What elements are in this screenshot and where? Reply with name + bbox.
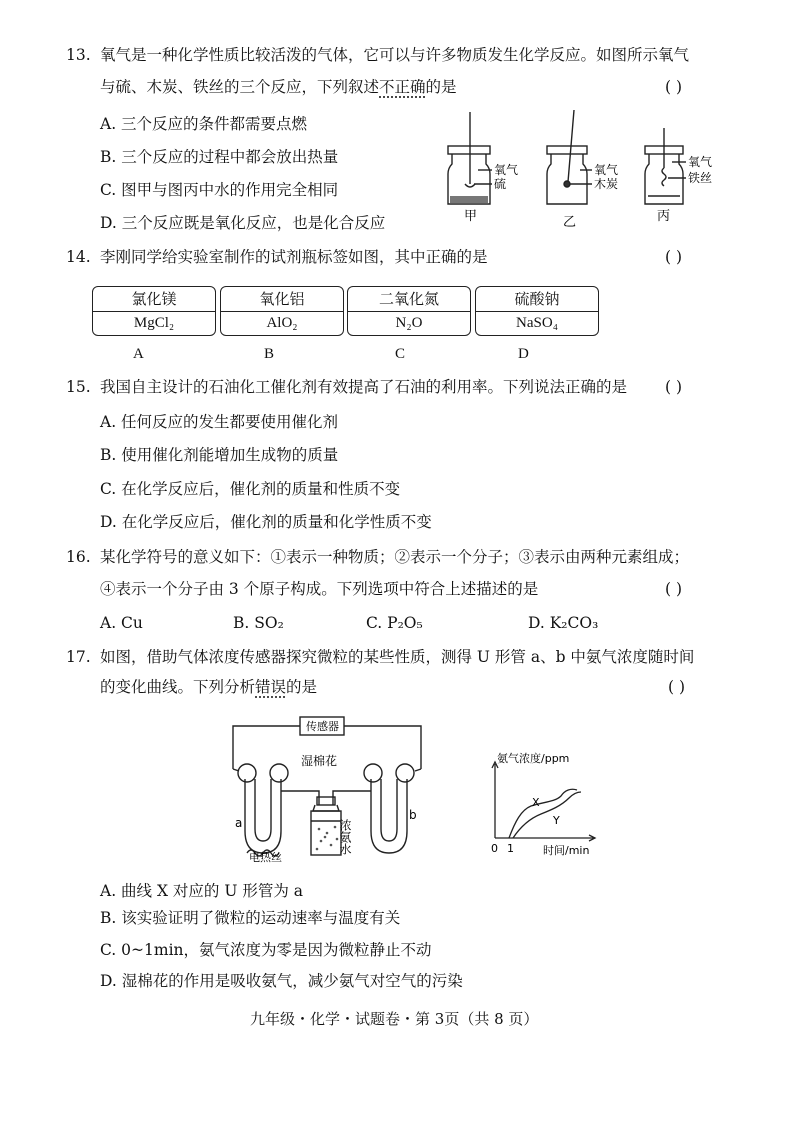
q17-heater-label: 电热丝 [249,851,282,864]
q13-fig-o2-label-3: 氧气 [688,155,713,169]
q17-option-b: B. 该实验证明了微粒的运动速率与温度有关 [100,909,401,927]
q13-fig-o2-label-1: 氧气 [494,163,519,177]
q13-fig-jia: 甲 [464,209,478,224]
q17-tube-b-label: b [409,808,417,822]
q16-option-a: A. Cu [100,614,143,632]
q17-cotton-label: 湿棉花 [301,754,338,768]
q13-fig-yi: 乙 [563,215,577,230]
q17-graph-x1: 1 [507,842,514,855]
q13-option-a: A. 三个反应的条件都需要点燃 [100,115,308,133]
q17-option-a: A. 曲线 X 对应的 U 形管为 a [100,882,304,900]
q13-stem-line1: 13. 氧气是一种化学性质比较活泼的气体，它可以与许多物质发生化学反应。如图所示氧气 [66,46,690,64]
q14-label-c: 二氧化氮 N₂O [347,286,471,336]
q13-fig-charcoal-label: 木炭 [594,177,619,191]
q14-label-d: 硫酸钠 NaSO₄ [475,286,599,336]
q14-answer-paren: ( ) [665,248,683,266]
q13-option-d: D. 三个反应既是氧化反应，也是化合反应 [100,214,386,232]
q13-option-c: C. 图甲与图丙中水的作用完全相同 [100,181,339,199]
q14-letter-b: B [264,346,275,362]
q13-fig-o2-label-2: 氧气 [594,163,619,177]
q13-fig-sulfur-label: 硫 [494,177,507,191]
q13-fig-bing: 丙 [657,209,671,224]
q17-answer-paren: ( ) [668,678,686,696]
page-footer: 九年级・化学・试题卷・第 3页（共 8 页） [250,1010,539,1028]
q17-sensor-label: 传感器 [306,720,339,733]
q15-option-b: B. 使用催化剂能增加生成物的质量 [100,446,339,464]
q16-option-d: D. K₂CO₃ [528,614,599,632]
q13-combustion-figure [440,108,740,230]
q17-stem-line1: 17. 如图，借助气体浓度传感器探究微粒的某些性质，测得 U 形管 a、b 中氨气浓度随时间 [66,648,695,666]
q17-graph-curve-y: Y [553,814,560,827]
q15-option-a: A. 任何反应的发生都要使用催化剂 [100,413,339,431]
q13-answer-paren: ( ) [665,78,683,96]
q16-stem-line1: 16. 某化学符号的意义如下：①表示一种物质；②表示一个分子；③表示由两种元素组成； [66,548,690,566]
q16-stem-line2: ④表示一个分子由 3 个原子构成。下列选项中符合上述描述的是 [100,580,539,598]
q17-graph-xlabel: 时间/min [543,844,590,857]
q16-option-c: C. P₂O₅ [366,614,423,632]
q17-graph-curve-x: X [532,796,540,809]
q13-stem-line2: 与硫、木炭、铁丝的三个反应，下列叙述不正确的是 [100,78,457,96]
q15-stem: 15. 我国自主设计的石油化工催化剂有效提高了石油的利用率。下列说法正确的是 [66,378,628,396]
q15-option-d: D. 在化学反应后，催化剂的质量和化学性质不变 [100,513,432,531]
q17-option-c: C. 0~1min，氨气浓度为零是因为微粒静止不动 [100,941,432,959]
q13-fig-iron-label: 铁丝 [688,171,713,185]
q16-answer-paren: ( ) [665,580,683,598]
q14-stem: 14. 李刚同学给实验室制作的试剂瓶标签如图，其中正确的是 [66,248,488,266]
q13-option-b: B. 三个反应的过程中都会放出热量 [100,148,339,166]
q17-option-d: D. 湿棉花的作用是吸收氨气，减少氨气对空气的污染 [100,972,463,990]
q17-concentration-graph [485,752,615,862]
q13-emphasis: 不正确 [379,78,426,96]
q14-letter-d: D [518,346,529,362]
q17-apparatus-figure [225,715,435,865]
q17-graph-x0: 0 [491,842,498,855]
q17-graph-ylabel: 氨气浓度/ppm [497,752,570,765]
q15-answer-paren: ( ) [665,378,683,396]
q17-stem-line2: 的变化曲线。下列分析错误的是 [100,678,318,696]
q14-letter-c: C [395,346,406,362]
q15-option-c: C. 在化学反应后，催化剂的质量和性质不变 [100,480,401,498]
q17-tube-a-label: a [235,816,243,830]
q16-option-b: B. SO₂ [233,614,284,632]
q17-ammonia-label: 浓氨水 [338,819,352,855]
q14-letter-a: A [133,346,144,362]
q17-emphasis: 错误 [255,678,287,696]
q14-label-a: 氯化镁 MgCl₂ [92,286,216,336]
q14-label-b: 氧化铝 AlO₂ [220,286,344,336]
